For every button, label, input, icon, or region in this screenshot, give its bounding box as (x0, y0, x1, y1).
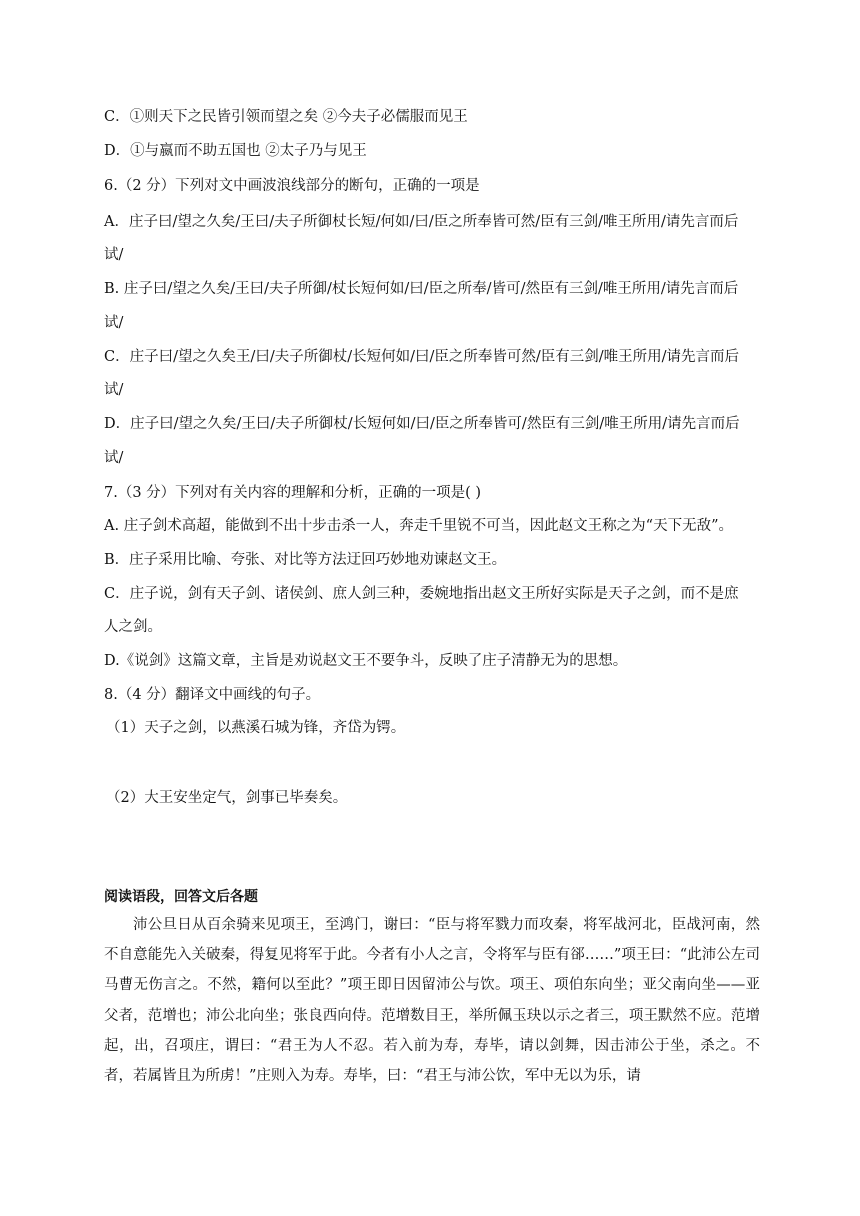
q7-option-b: B．庄子采用比喻、夸张、对比等方法迂回巧妙地劝谏赵文王。 (104, 552, 507, 568)
q7-option-a: A. 庄子剑术高超，能做到不出十步击杀一人，奔走千里锐不可当，因此赵文王称之为“天下无敌”。 (104, 518, 734, 534)
q8-sentence-1: （1）天子之剑，以燕溪石城为锋，齐岱为锷。 (106, 720, 406, 736)
reading-passage: 沛公旦日从百余骑来见项王，至鸿门，谢曰：“臣与将军戮力而攻秦，将军战河北，臣战河南，然不自意能先入关破秦，得复见将军于此。今者有小人之言，令将军与臣有郤……”项王曰：“此沛公左司马曹无伤言之。不然，籍何以至此？”项王即日因留沛公与饮。项王、项伯东向坐；亚父南向坐——亚父者，范增也；沛公北向坐；张良西向侍。范增数目王，举所佩玉玦以示之者三，项王默然不应。范增起，出，召项庄，谓曰：“君王为人不忍。若入前为寿，寿毕，请以剑舞，因击沛公于坐，杀之。不者，若属皆且为所虏！”庄则入为寿。寿毕，曰：“君王与沛公饮，军中无以为乐，请 (104, 917, 760, 1085)
q6-option-a-line1: A．庄子曰/望之久矣/王曰/夫子所御杖长短/何如/曰/臣之所奉皆可然/臣有三剑/唯王所用/请先言而后 (104, 214, 739, 230)
q6-option-c-line2: 试/ (104, 382, 124, 398)
q8-stem: 8.（4 分）翻译文中画线的句子。 (104, 687, 321, 703)
q6-option-d-line1: D．庄子曰/望之久矣/王曰/夫子所御杖/长短何如/曰/臣之所奉皆可/然臣有三剑/唯王所用/请先言而后 (104, 416, 740, 432)
q6-option-d-line2: 试/ (104, 450, 124, 466)
q7-option-c-line1: C．庄子说，剑有天子剑、诸侯剑、庶人剑三种，委婉地指出赵文王所好实际是天子之剑，而不是庶 (104, 586, 739, 602)
q7-option-d: D.《说剑》这篇文章，主旨是劝说赵文王不要争斗，反映了庄子清静无为的思想。 (104, 653, 628, 669)
q6-option-b-line1: B. 庄子曰/望之久矣/王曰/夫子所御/杖长短何如/曰/臣之所奉/皆可/然臣有三剑/唯王所用/请先言而后 (104, 281, 739, 297)
q6-option-b-line2: 试/ (104, 315, 124, 331)
q6-stem: 6.（2 分）下列对文中画波浪线部分的断句，正确的一项是 (104, 178, 480, 194)
q6-option-a-line2: 试/ (104, 247, 124, 263)
q6-option-c-line1: C．庄子曰/望之久矣王/曰/夫子所御杖/长短何如/曰/臣之所奉皆可然/臣有三剑/唯王所用/请先言而后 (104, 349, 740, 365)
q8-sentence-2: （2）大王安坐定气，剑事已毕奏矣。 (106, 790, 348, 806)
q5-option-c: C．①则天下之民皆引领而望之矣 ②今夫子必儒服而见王 (104, 109, 468, 125)
reading-heading: 阅读语段，回答文后各题 (104, 889, 258, 905)
q7-option-c-line2: 人之剑。 (104, 619, 162, 635)
q5-option-d: D．①与嬴而不助五国也 ②太子乃与见王 (104, 143, 367, 159)
q7-stem: 7.（3 分）下列对有关内容的理解和分析，正确的一项是( ) (104, 485, 482, 501)
